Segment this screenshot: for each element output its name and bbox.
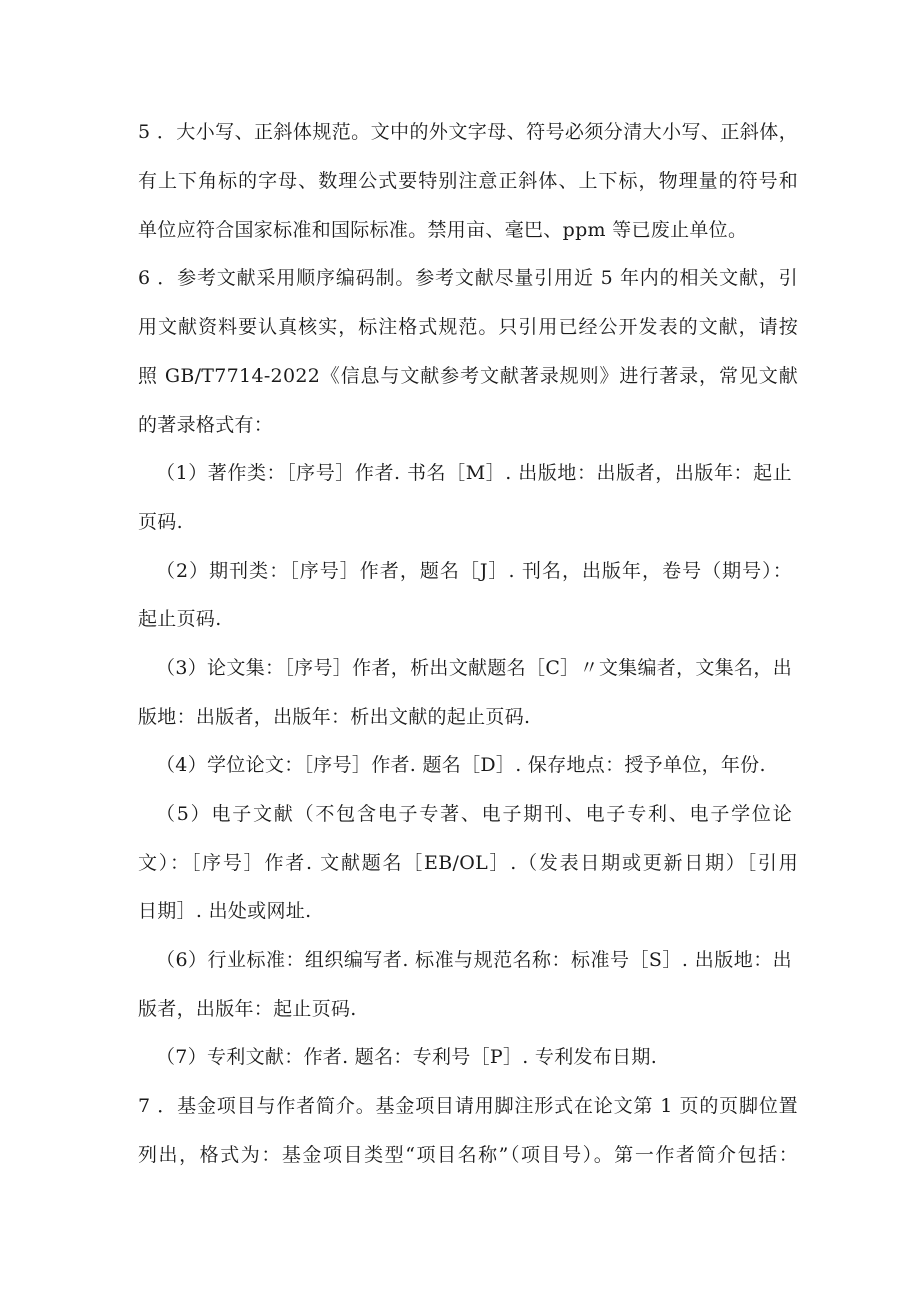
text-line: 7 ．基金项目与作者简介。基金项目请用脚注形式在论文第 1 页的页脚位置 xyxy=(138,1095,798,1117)
text-line: （4）学位论文：［序号］作者. 题名［D］. 保存地点：授予单位，年份. xyxy=(156,754,766,776)
text-line: 照 GB/T7714-2022《信息与文献参考文献著录规则》进行著录，常见文献 xyxy=(138,365,798,387)
text-line: 版地：出版者，出版年：析出文献的起止页码. xyxy=(138,706,531,728)
text-line: 用文献资料要认真核实，标注格式规范。只引用已经公开发表的文献，请按 xyxy=(138,316,798,338)
text-line: 文）：［序号］作者. 文献题名［EB/OL］.（发表日期或更新日期）［引用 xyxy=(138,852,798,874)
text-line: 5 ．大小写、正斜体规范。文中的外文字母、符号必须分清大小写、正斜体， xyxy=(138,121,798,143)
text-line: 日期］. 出处或网址. xyxy=(138,900,312,922)
text-line: 有上下角标的字母、数理公式要特别注意正斜体、上下标，物理量的符号和 xyxy=(138,170,798,192)
text-line: 列出，格式为：基金项目类型“项目名称”（项目号）。第一作者简介包括： xyxy=(138,1144,798,1166)
text-line: （5）电子文献（不包含电子专著、电子期刊、电子专利、电子学位论 xyxy=(156,803,792,825)
text-line: 6 ．参考文献采用顺序编码制。参考文献尽量引用近 5 年内的相关文献，引 xyxy=(138,267,798,289)
text-line: （6）行业标准：组织编写者. 标准与规范名称：标准号［S］. 出版地：出 xyxy=(156,949,792,971)
text-line: （3）论文集：［序号］作者，析出文献题名［C］〃文集编者，文集名，出 xyxy=(156,657,792,679)
text-line: 的著录格式有： xyxy=(138,414,274,436)
text-line: 起止页码. xyxy=(138,608,222,630)
text-line: 页码. xyxy=(138,511,183,533)
text-line: 单位应符合国家标准和国际标准。禁用亩、毫巴、ppm 等已废止单位。 xyxy=(138,219,748,241)
text-line: （7）专利文献：作者. 题名：专利号［P］. 专利发布日期. xyxy=(156,1046,658,1068)
text-line: （2）期刊类：［序号］作者，题名［J］. 刊名，出版年，卷号（期号）： xyxy=(156,560,792,582)
text-line: 版者，出版年：起止页码. xyxy=(138,998,357,1020)
text-line: （1）著作类：［序号］作者. 书名［M］. 出版地：出版者，出版年：起止 xyxy=(156,462,792,484)
